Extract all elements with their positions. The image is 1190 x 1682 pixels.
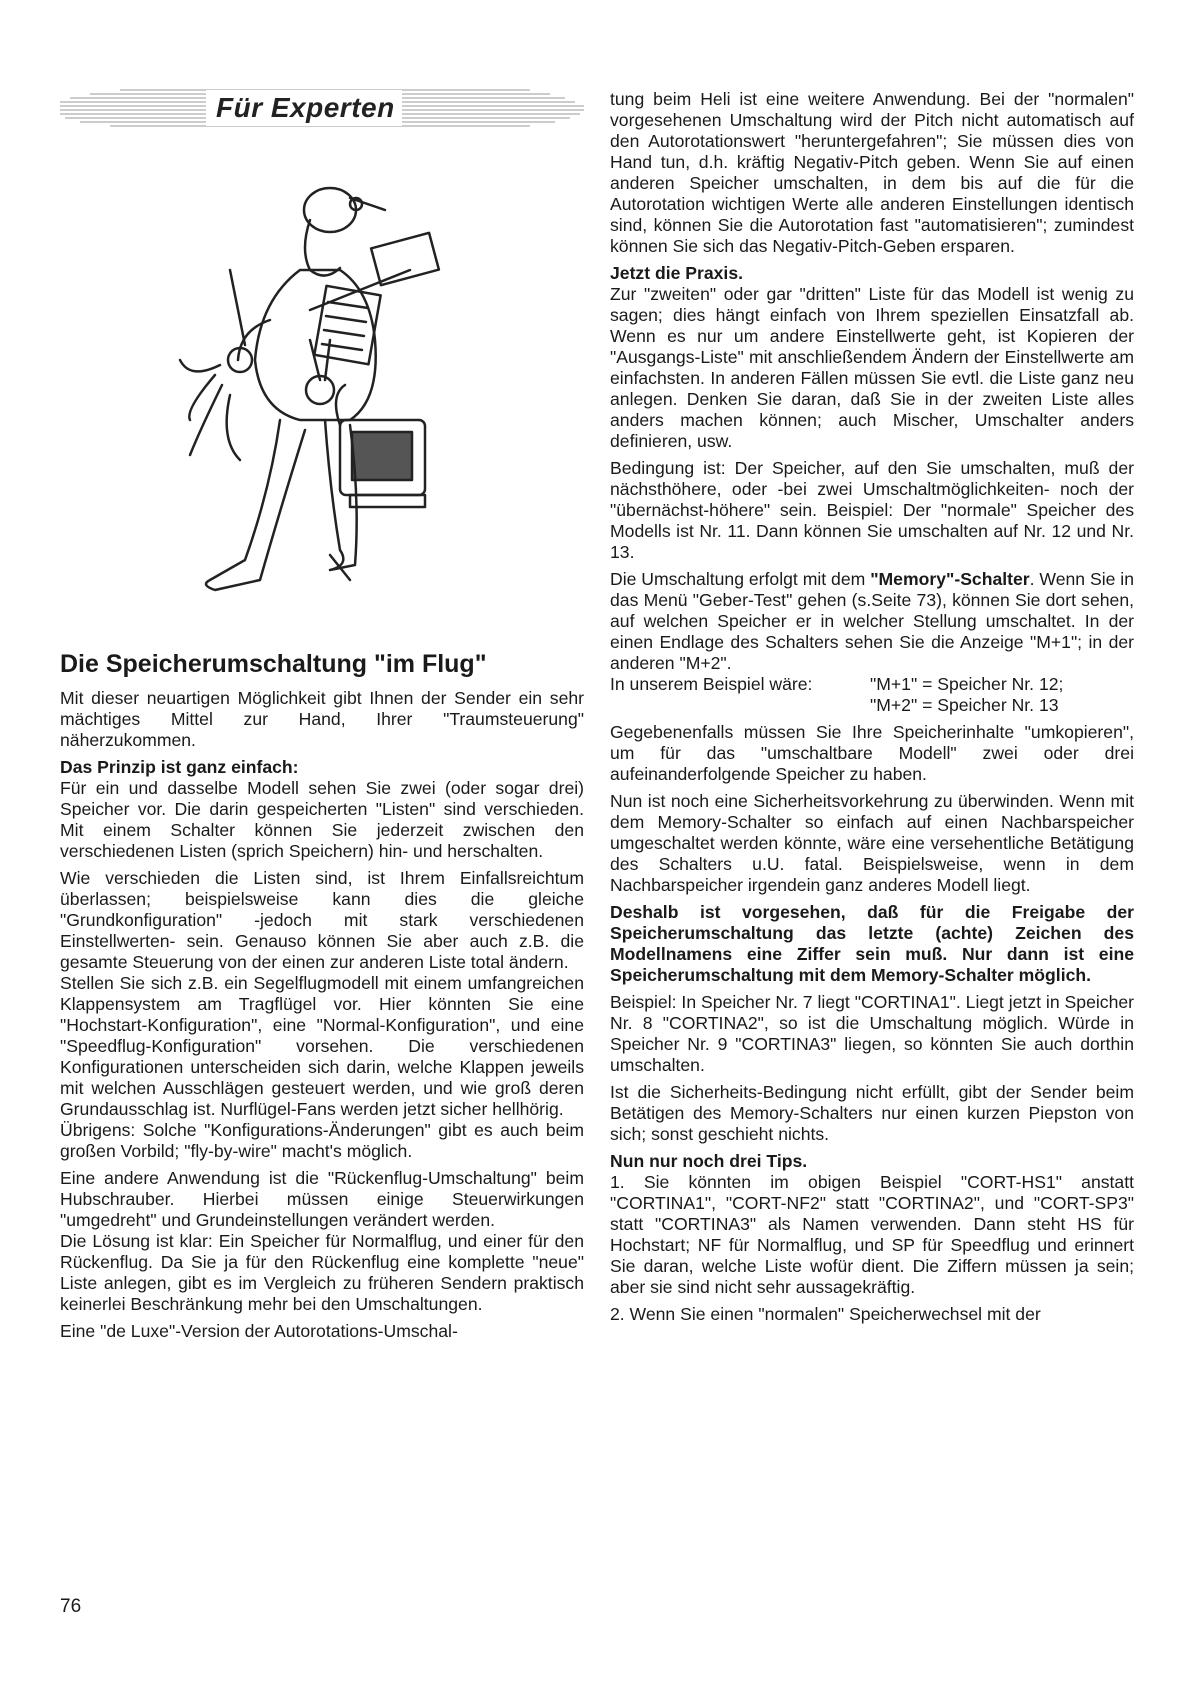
example-line-1 bbox=[610, 674, 1134, 695]
prinzip-paragraph: Für ein und dasselbe Modell sehen Sie zwei (oder sogar drei) Speicher vor. Die darin gespeicherten "Listen" sind verschieden. Mit einem Schalter können Sie jederzeit zwischen den verschiedenen Listen (sprich Speichern) hin- und herschalten. bbox=[60, 778, 584, 861]
umschaltung-text-post: . Wenn Sie in das Menü "Geber-Test" gehen (s.Seite 73), können Sie dort sehen, auf welchen Speicher er in welcher Stellung umschaltet. In der einen Endlage des Schalters sehen Sie die Anzeige "M+1"; in der anderen "M+2". bbox=[610, 569, 1134, 673]
tip-1: 1. Sie könnten im obigen Beispiel "CORT-HS1" anstatt "CORTINA1", "CORT-NF2" statt "CORTINA2", und "CORT-SP3" statt "CORTINA3" als Namen verwenden. Dann steht HS für Hochstart; NF für Normalflug, und SP für Speedflug und erinnert Sie daran, welche Liste wofür dient. Die Ziffern müssen ja sein; aber sie sind nicht sehr aussagekräftig. bbox=[610, 1172, 1134, 1297]
example-intro: In unserem Beispiel wäre: bbox=[610, 674, 813, 694]
loesung-paragraph: Die Lösung ist klar: Ein Speicher für Normalflug, und einer für den Rückenflug. Da Sie ja für den Rückenflug eine komplette "neue" Liste anlegen, gibt es im Vergleich zu früheren Sendern praktisch keinerlei Beschränkung mehr bei den Umschaltungen. bbox=[60, 1231, 584, 1314]
right-column bbox=[610, 89, 1134, 1331]
intro-paragraph: Mit dieser neuartigen Möglichkeit gibt Ihnen der Sender ein sehr mächtiges Mittel zur Hand, Ihrer "Traumsteuerung" näherzukommen. bbox=[60, 688, 584, 750]
page-number: 76 bbox=[60, 1596, 82, 1617]
prinzip-heading: Das Prinzip ist ganz einfach: bbox=[60, 757, 299, 777]
sicherheit-paragraph: Nun ist noch eine Sicherheitsvorkehrung zu überwinden. Wenn mit dem Memory-Schalter so einfach auf einen Nachbarspeicher umgeschaltet werden könnte, wäre eine versehentliche Betätigung des Schalters u.U. fatal. Beispielsweise, wenn in dem Nachbarspeicher irgendein ganz anderes Modell liegt. bbox=[610, 791, 1134, 895]
tips-heading: Nun nur noch drei Tips. bbox=[610, 1151, 808, 1171]
section-banner bbox=[60, 86, 584, 132]
umschaltung-text-pre: Die Umschaltung erfolgt mit dem bbox=[610, 569, 871, 589]
page-heading: Die Speicherumschaltung "im Flug" bbox=[60, 650, 487, 678]
uebrigens-paragraph: Übrigens: Solche "Konfigurations-Änderungen" gibt es auch beim großen Vorbild; "fly-by-wire" macht's möglich. bbox=[60, 1120, 584, 1161]
beispiel-paragraph: Beispiel: In Speicher Nr. 7 liegt "CORTINA1". Liegt jetzt in Speicher Nr. 8 "CORTINA2", so ist die Umschaltung möglich. Würde in Speicher Nr. 9 "CORTINA3" liegen, so könnten Sie auch dorthin umschalten. bbox=[610, 992, 1134, 1075]
banner-title: Für Experten bbox=[216, 92, 395, 123]
example-m2: "M+2" = Speicher Nr. 13 bbox=[870, 695, 1059, 715]
example-line-2 bbox=[610, 695, 1134, 716]
expert-technician-illustration bbox=[160, 170, 500, 640]
praxis-heading: Jetzt die Praxis. bbox=[610, 263, 743, 283]
example-m1: "M+1" = Speicher Nr. 12; bbox=[870, 674, 1064, 694]
left-column bbox=[60, 688, 584, 1348]
umschaltung-paragraph bbox=[610, 569, 1134, 674]
deshalb-paragraph: Deshalb ist vorgesehen, daß für die Freigabe der Speicherumschaltung das letzte (achte) Zeichen des Modellnamens eine Ziffer sein muß. Nur dann ist eine Speicherumschaltung mit dem Memory-Schalter möglich. bbox=[610, 902, 1134, 985]
bedingung-paragraph: Bedingung ist: Der Speicher, auf den Sie umschalten, muß der nächsthöhere, oder -bei zwei Umschaltmöglichkeiten- noch der "übernächst-höhere" sein. Beispiel: Der "normale" Speicher des Modells ist Nr. 11. Dann können Sie umschalten auf Nr. 12 und Nr. 13. bbox=[610, 458, 1134, 562]
praxis-paragraph: Zur "zweiten" oder gar "dritten" Liste für das Modell ist wenig zu sagen; dies hängt einfach von Ihrem speziellen Einsatzfall ab. Wenn es nur um andere Einstellwerte geht, ist Kopieren der "Ausgangs-Liste" mit anschließendem Ändern der Einstellwerte am einfachsten. In anderen Fällen müssen Sie evtl. die Liste ganz neu anlegen. Denken Sie daran, daß Sie in der zweiten Liste alles anders machen können; auch Mischer, Umschalter anders definieren, usw. bbox=[610, 284, 1134, 451]
gegebenenfalls-paragraph: Gegebenenfalls müssen Sie Ihre Speicherinhalte "umkopieren", um für das "umschaltbare Modell" zwei oder drei aufeinanderfolgende Speicher zu haben. bbox=[610, 722, 1134, 784]
deluxe-paragraph: Eine "de Luxe"-Version der Autorotations-Umschal- bbox=[60, 1321, 458, 1341]
segelflug-paragraph: Stellen Sie sich z.B. ein Segelflugmodell mit einem umfangreichen Klappensystem am Tragflügel vor. Hier könnten Sie eine "Hochstart-Konfiguration", eine "Normal-Konfiguration", und eine "Speedflug-Konfiguration" vorsehen. Die verschiedenen Konfigurationen unterscheiden sich darin, welche Klappen jeweils mit welchen Ausschlägen gesteuert werden, und wie groß deren Grundausschlag ist. Nurflügel-Fans werden jetzt sicher hellhörig. bbox=[60, 973, 584, 1119]
nicht-erfuellt-paragraph: Ist die Sicherheits-Bedingung nicht erfüllt, gibt der Sender beim Betätigen des Memory-Schalters nur einen kurzen Piepston von sich; sonst geschieht nichts. bbox=[610, 1082, 1134, 1144]
rueckenflug-paragraph: Eine andere Anwendung ist die "Rückenflug-Umschaltung" beim Hubschrauber. Hierbei müssen einige Steuerwirkungen "umgedreht" und Grundeinstellungen verändert werden. bbox=[60, 1168, 584, 1230]
autorotation-paragraph: tung beim Heli ist eine weitere Anwendung. Bei der "normalen" vorgesehenen Umschaltung wird der Pitch nicht automatisch auf den Autorotationswert "heruntergefahren"; Sie müssen dies von Hand tun, d.h. kräftig Negativ-Pitch geben. Wenn Sie auf einen anderen Speicher umschalten, in dem bis auf die für die Autorotation wichtigen Werte alle anderen Einstellungen identisch sind, können Sie die Autorotation fast "automatisieren"; zumindest können Sie sich das Negativ-Pitch-Geben ersparen. bbox=[610, 89, 1134, 256]
listen-paragraph: Wie verschieden die Listen sind, ist Ihrem Einfallsreichtum überlassen; beispielsweise kann dies die gleiche "Grundkonfiguration" -jedoch mit stark verschiedenen Einstellwerten- sein. Genauso können Sie aber auch z.B. die gesamte Steuerung von der einen zur anderen Liste total ändern. bbox=[60, 868, 584, 972]
expert-technician-icon bbox=[160, 170, 500, 640]
memory-switch-term: "Memory"-Schalter bbox=[870, 569, 1030, 589]
tip-2: 2. Wenn Sie einen "normalen" Speicherwechsel mit der bbox=[610, 1304, 1041, 1324]
